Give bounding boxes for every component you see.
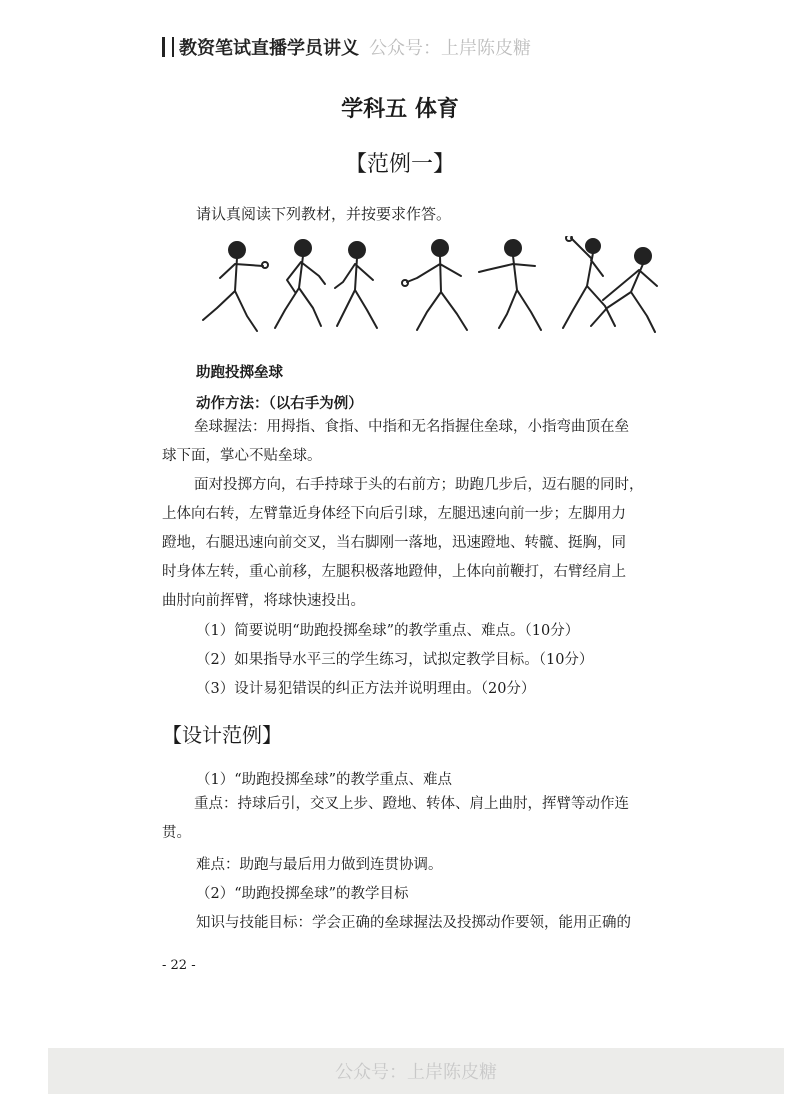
figure-4-icon (402, 240, 467, 330)
grip-paragraph (162, 413, 674, 471)
question-2: （2）如果指导水平三的学生练习，试拟定教学目标。（10分） (196, 652, 594, 668)
action-line: 时身体左转，重心前移，左腿积极落地蹬伸，上体向前鞭打，右臂经肩上 (162, 564, 626, 580)
footer-watermark-bar (48, 1048, 784, 1094)
action-line: 上体向右转，左臂靠近身体经下向后引球，左腿迅速向前一步；左脚用力 (162, 506, 626, 522)
key-points-line: 重点：持球后引，交叉上步、蹬地、转体、肩上曲肘，挥臂等动作连 (194, 796, 629, 812)
method-title: 动作方法：（以右手为例） (196, 396, 363, 412)
knowledge-objective: 知识与技能目标：学会正确的垒球握法及投掷动作要领，能用正确的 (196, 915, 631, 931)
document-header (162, 34, 531, 60)
subject-title: 学科五 体育 (341, 97, 459, 122)
figure-2-icon (275, 240, 325, 328)
difficulty-text: 难点：助跑与最后用力做到连贯协调。 (196, 857, 443, 873)
footer-watermark: 公众号：上岸陈皮糖 (335, 1062, 497, 1083)
action-line: 蹬地，右腿迅速向前交叉，当右脚刚一落地，迅速蹬地、转髋、挺胸，同 (162, 535, 626, 551)
answer-1-heading: （1）“助跑投掷垒球”的教学重点、难点 (196, 772, 453, 788)
example-title: 【范例一】 (344, 152, 455, 177)
header-bars-icon (162, 37, 174, 57)
page-number: - 22 - (162, 958, 196, 973)
grip-line: 垒球握法：用拇指、食指、中指和无名指握住垒球，小指弯曲顶在垒 (194, 419, 629, 435)
key-points-paragraph (162, 790, 674, 848)
figure-5-icon (479, 240, 541, 330)
question-1: （1）简要说明“助跑投掷垒球”的教学重点、难点。（10分） (196, 623, 580, 639)
throwing-sequence-illustration (195, 236, 665, 346)
action-line: 面对投掷方向，右手持球于头的右前方；助跑几步后，迈右腿的同时， (194, 477, 644, 493)
question-3: （3）设计易犯错误的纠正方法并说明理由。（20分） (196, 681, 536, 697)
answer-2-heading: （2）“助跑投掷垒球”的教学目标 (196, 886, 409, 902)
header-title: 教资笔试直播学员讲义 (179, 38, 359, 59)
figure-3-icon (335, 242, 377, 328)
key-points-line: 贯。 (162, 825, 191, 841)
figure-7-icon (591, 248, 657, 332)
grip-line: 球下面，掌心不贴垒球。 (162, 448, 322, 464)
design-title: 【设计范例】 (162, 723, 282, 747)
figure-6-icon (563, 236, 615, 328)
header-watermark: 公众号：上岸陈皮糖 (369, 38, 531, 59)
section-title: 助跑投掷垒球 (196, 365, 283, 381)
action-line: 曲肘向前挥臂，将球快速投出。 (162, 593, 365, 609)
action-paragraph (162, 471, 674, 616)
intro-text: 请认真阅读下列教材，并按要求作答。 (196, 205, 452, 223)
figure-1-icon (203, 242, 268, 331)
